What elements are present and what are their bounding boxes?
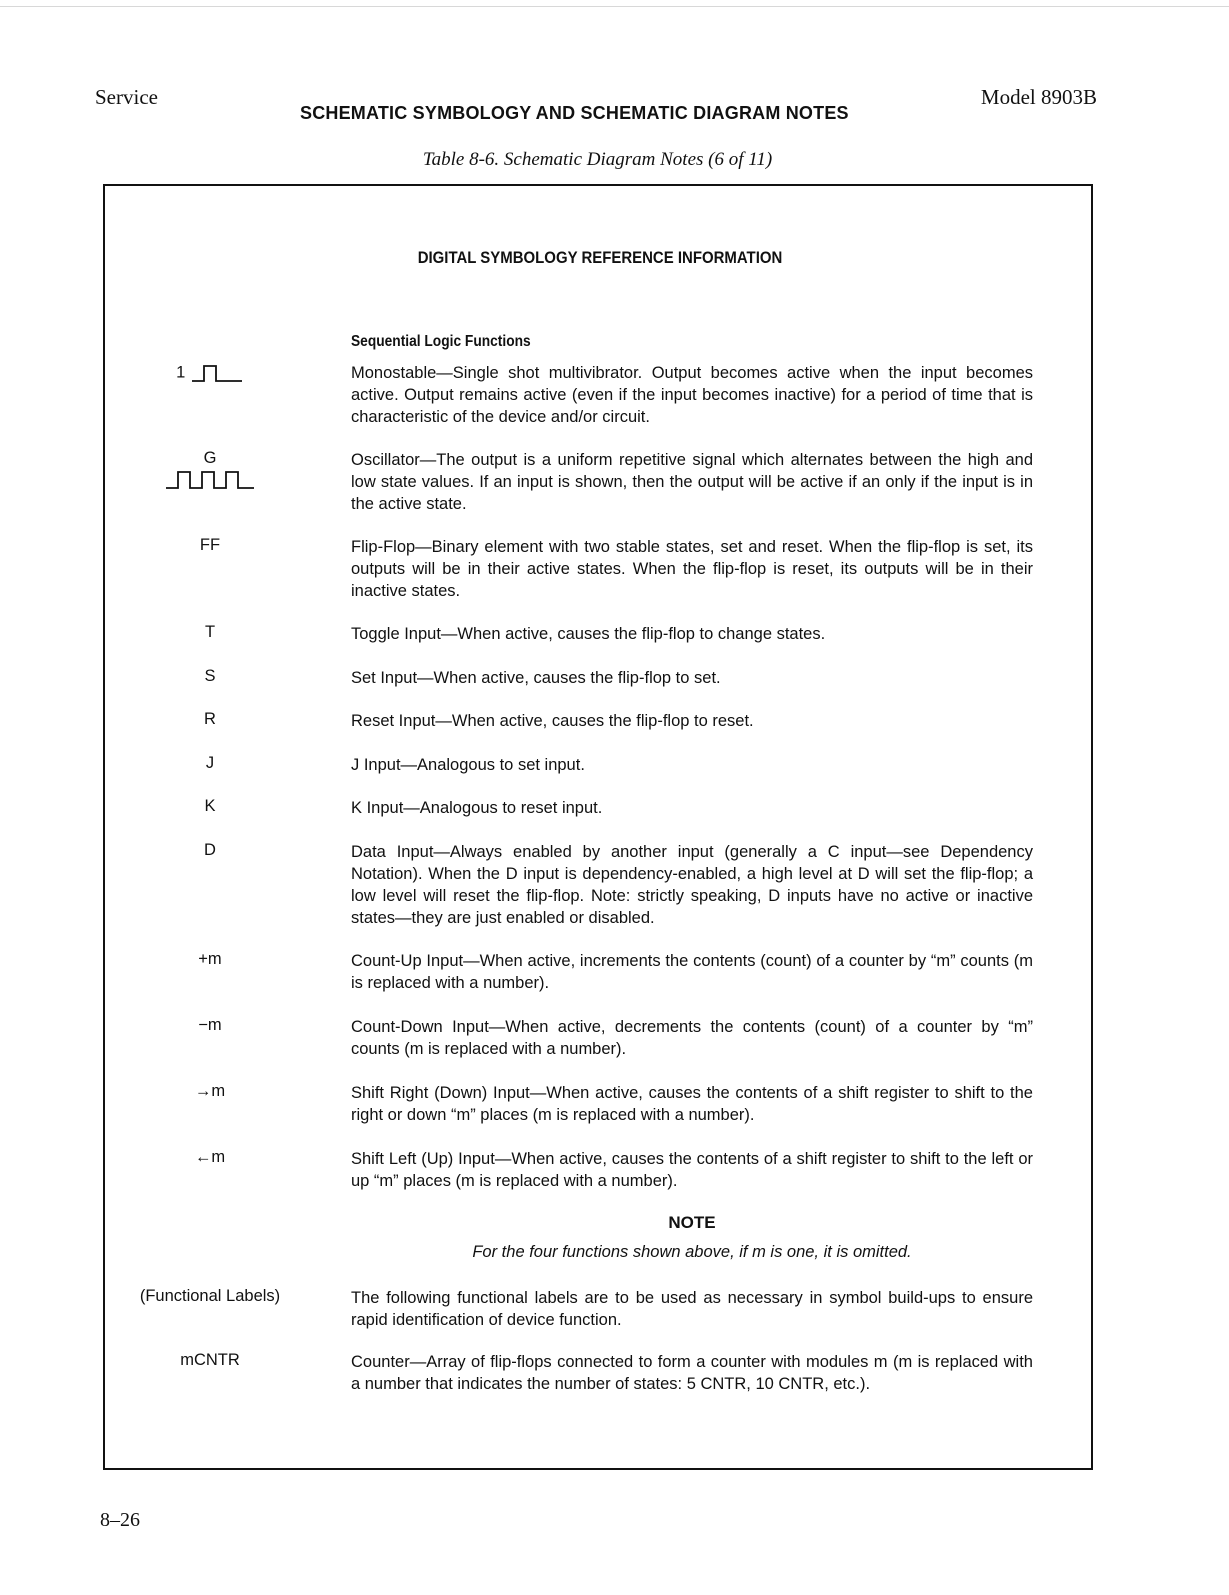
symbol-label: K (204, 797, 216, 815)
row-description: J Input—Analogous to set input. (351, 756, 585, 774)
header-model-label: Model 8903B (980, 85, 1097, 109)
symbol-label: J (205, 754, 215, 772)
symbol-label: R (204, 710, 216, 728)
box-title: DIGITAL SYMBOLOGY REFERENCE INFORMATION (417, 248, 783, 267)
symbol-label: mCNTR (180, 1351, 240, 1369)
oscillator-waveform-icon (164, 468, 256, 492)
row-description: K Input—Analogous to reset input. (351, 799, 603, 817)
symbol-cell (110, 449, 310, 497)
symbol-label: +m (198, 950, 222, 968)
top-rule (0, 6, 1229, 7)
monostable-pulse-icon (190, 362, 244, 384)
symbol-label: D (204, 841, 216, 859)
symbol-label: T (204, 623, 216, 641)
note-heading: NOTE (668, 1213, 716, 1232)
symbol-label: (Functional Labels) (139, 1287, 281, 1305)
note-text: For the four functions shown above, if m is one, it is omitted. (472, 1243, 912, 1261)
row-description: Set Input—When active, causes the flip-flop to set. (351, 669, 721, 687)
row-description: Counter—Array of flip-flops connected to form a counter with modules m (m is replaced with a number that indicates the number of states: 5 CNTR, 10 CNTR, etc.). (351, 1353, 1033, 1393)
row-description: Reset Input—When active, causes the flip-flop to reset. (351, 712, 754, 730)
header-section-label: Service (95, 85, 158, 109)
row-description: Count-Up Input—When active, increments the contents (count) of a counter by “m” counts (m is replaced with a number). (351, 952, 1033, 992)
symbol-label: S (204, 667, 216, 685)
table-caption: Table 8-6. Schematic Diagram Notes (6 of 11) (422, 149, 773, 170)
page-number: 8–26 (100, 1509, 140, 1531)
symbol-cell (110, 362, 310, 384)
row-description: The following functional labels are to be used as necessary in symbol build-ups to ensure rapid identification of device function. (351, 1289, 1033, 1329)
symbol-label: →m (194, 1082, 226, 1100)
symbol-label: ←m (194, 1148, 226, 1166)
symbol-label: G (203, 449, 217, 467)
symbol-label: 1 (176, 363, 186, 382)
row-description: Data Input—Always enabled by another input (generally a C input—see Dependency Notation). When the D input is dependency-enabled, a high level at D will set the flip-flop; a low level will reset the flip-flop. Note: strictly speaking, D inputs have no active or inactive states—they are just enabled or disabled. (351, 843, 1033, 927)
row-description: Oscillator—The output is a uniform repetitive signal which alternates between the high and low state values. If an input is shown, then the output will be active if an only if the input is in the active state. (351, 451, 1033, 513)
row-description: Shift Left (Up) Input—When active, causes the contents of a shift register to shift to the left or up “m” places (m is replaced with a number). (351, 1150, 1033, 1190)
symbol-label: −m (198, 1016, 222, 1034)
row-description: Count-Down Input—When active, decrements the contents (count) of a counter by “m” counts (m is replaced with a number). (351, 1018, 1033, 1058)
row-description: Toggle Input—When active, causes the flip-flop to change states. (351, 625, 826, 643)
row-description: Flip-Flop—Binary element with two stable states, set and reset. When the flip-flop is set, its outputs will be in their active states. When the flip-flop is reset, its outputs will be in their inactive states. (351, 538, 1033, 600)
row-description: Monostable—Single shot multivibrator. Output becomes active when the input becomes active. Output remains active (even if the input becomes inactive) for a period of time that is characteristic of the device and/or circuit. (351, 364, 1033, 426)
symbol-label: FF (199, 536, 221, 554)
row-description: Shift Right (Down) Input—When active, causes the contents of a shift register to shift to the right or down “m” places (m is replaced with a number). (351, 1084, 1033, 1124)
page-title: SCHEMATIC SYMBOLOGY AND SCHEMATIC DIAGRAM NOTES (300, 103, 849, 123)
section-heading: Sequential Logic Functions (351, 333, 531, 350)
